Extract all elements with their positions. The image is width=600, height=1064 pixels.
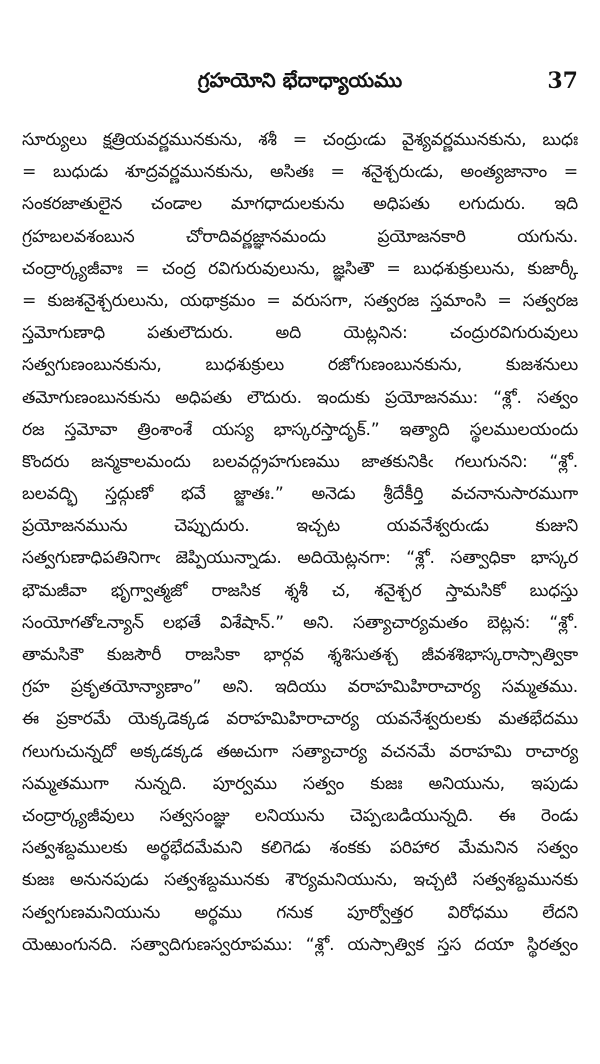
text-line: బలవద్భి స్తద్గుణో భవే జ్జాతః.” అనెడు శ్రీదేకీర్తి వచనానుసారముగా <box>22 484 578 505</box>
text-line: భౌమజీవా భృగ్వాత్మజో రాజసిక శ్శశీ చ, శనైశ్చర స్తామసికో బుధస్తు <box>22 580 578 601</box>
text-line: సూర్యులు క్షత్రియవర్ణమునకును, శశీ = చంద్రుఁడు వైశ్యవర్ణమునకును, బుధః <box>22 130 578 150</box>
text-line: తామసికౌ కుజసౌరీ రాజసికా భార్గవ శ్శశిసుతశ్చ జీవశశిభాస్కరాస్సాత్వికా <box>22 645 578 665</box>
text-line: సంకరజాతులైన చండాల మాగధాదులకును అధిపతు లగుదురు. ఇది <box>22 194 578 215</box>
text-line: సత్వశబ్దములకు అర్థభేదమేమని కలిగెడు శంకకు పరిహార మేమనిన సత్వం <box>22 838 578 859</box>
text-line: కుజః అనునపుడు సత్వశబ్దమునకు శౌర్యమనియును, ఇచ్చటి సత్వశబ్దమునకు <box>22 870 578 891</box>
page-number: 37 <box>547 68 578 94</box>
text-line: సంయోగతోఽన్యాన్ లభతే విశేషాన్.” అని. సత్యాచార్యమతం బెట్లన: “శ్లో. <box>22 612 578 633</box>
chapter-title: గ్రహయోని భేదాధ్యాయము <box>197 68 403 92</box>
text-line: = కుజశనైశ్చరులును, యథాక్రమం = వరుసగా, సత్వరజ స్తమాంసి = సత్వరజ <box>22 290 578 311</box>
text-line: గ్రహ ప్రకృతయోన్యాణాం” అని. ఇదియు వరాహమిహిరాచార్య సమ్మతము. <box>22 677 578 698</box>
body-text <box>22 124 578 961</box>
text-line: సత్వగుణంబునకును, బుధశుక్రులు రజోగుణంబునకును, కుజశనులు <box>22 355 578 376</box>
text-line: సత్వగుణాధిపతినిగాఁ జెప్పియున్నాడు. అదియెట్లనగా: “శ్లో. సత్వాధికా భాస్కర <box>22 548 578 569</box>
text-line: గలుగుచున్నదో అక్కడక్కడ తఱచుగా సత్యాచార్య వచనమే వరాహమి రాచార్య <box>22 741 578 762</box>
text-line: సమ్మతముగా నున్నది. పూర్వము సత్వం కుజః అనియును, ఇపుడు <box>22 773 578 794</box>
text-line: తమోగుణంబునకును అధిపతు లౌదురు. ఇందుకు ప్రయోజనము: “శ్లో. సత్వం <box>22 387 578 408</box>
text-line: = బుధుడు శూద్రవర్ణమునకును, అసితః = శనైశ్చరుఁడు, అంత్యజానాం = <box>22 162 578 183</box>
page-header <box>0 62 600 102</box>
text-line: గ్రహబలవశంబున చోరాదివర్ణజ్ఞానమందు ప్రయోజనకారి యగును. <box>22 226 578 247</box>
text-line: కొందరు జన్మకాలమందు బలవద్గ్రహగుణము జాతకునికిఁ గలుగునని: “శ్లో. <box>22 451 578 472</box>
text-line: స్తమోగుణాధి పతులౌదురు. అది యెట్లనిన: చంద్రురవిగురువులు <box>22 323 578 344</box>
text-line: రజ స్తమోవా త్రింశాంశే యస్య భాస్కరస్తాదృక్.” ఇత్యాది స్థలములయందు <box>22 419 578 440</box>
text-line: చంద్రార్క్యజీవాః = చంద్ర రవిగురువులును, జ్ఞసితౌ = బుధశుక్రులును, కుజార్కీ <box>22 258 578 279</box>
text-line: ఈ ప్రకారమే యెక్కడెక్కడ వరాహమిహిరాచార్య యవనేశ్వరులకు మతభేదము <box>22 709 578 730</box>
text-line: చంద్రార్క్యజీవులు సత్వసంజ్ఞు లనియును చెప్పఁబడియున్నది. ఈ రెండు <box>22 805 578 826</box>
text-line: యెఱుంగునది. సత్వాదిగుణస్వరూపము: “శ్లో. యస్సాత్విక స్తస దయా స్థిరత్వం <box>22 934 578 955</box>
text-line: ప్రయోజనమును చెప్పుదురు. ఇచ్చట యవనేశ్వరుఁడు కుజుని <box>22 516 578 537</box>
text-line: సత్వగుణమనియును అర్థము గనుక పూర్వోత్తర విరోధము లేదని <box>22 902 578 923</box>
